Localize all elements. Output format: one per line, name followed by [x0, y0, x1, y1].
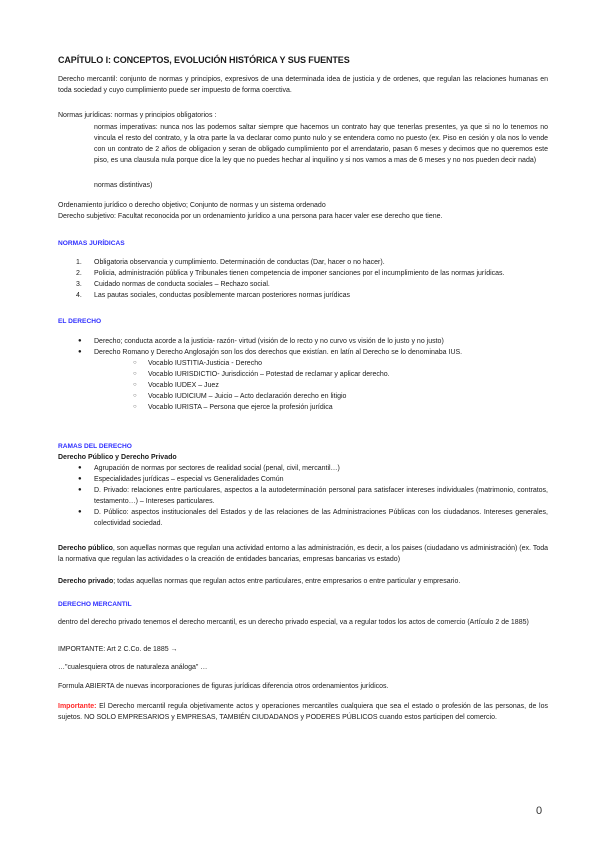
circle-bullet-icon: ○ — [133, 371, 137, 377]
bullet-icon: ● — [78, 338, 82, 344]
list-item: ● D. Privado: relaciones entre particulares, aspectos a la autodeterminación personal para satisfacer intereses individuales (matrimonio, contratos, testamento…) – Intereses particulares. — [78, 487, 548, 505]
mercantil-p3: …"cualesquiera otros de naturaleza análoga" … — [58, 664, 208, 671]
list-item: 2. Policia, administración pública y Tribunales tienen competencia de imponer sanciones por el incumplimiento de las normas jurídicas. — [76, 270, 505, 277]
normas-imperativas: normas imperativas: nunca nos las podemos saltar siempre que hacemos un contrato hay que tenerlas presentes, ya que si no lo tenemos no vincula el resto del contrato, y la otra parte la va declarar como punto nulo y se entendera como no puesto (ex. Piso en cesión y ola nos lo vende con un contrato de 2 años de obligacion y seran de obligado cumplimiento por el arrendatario, pasan 6 meses y decimos que no queremos este piso, es una clausula nula porque dice la ley que no puedes hechar al inquilino y si nos vamos a mas de 6 meses y no nos pueden decir nada) — [94, 124, 548, 164]
bullet-icon: ● — [78, 487, 82, 493]
ramas-list — [58, 463, 548, 529]
list-item: 4. Las pautas sociales, conductas posiblemente marcan posteriores normas jurídicas — [76, 292, 351, 299]
normas-list — [58, 257, 548, 301]
heading-derecho-mercantil: DERECHO MERCANTIL — [58, 601, 132, 608]
mercantil-p4: Formula ABIERTA de nuevas incorporaciones de figuras jurídicas diferencia otros ordenamientos jurídicos. — [58, 683, 389, 690]
subjetivo-text: Derecho subjetivo: Facultat reconocida por un ordenamiento jurídico a una persona para hacer valer ese derecho que tiene. — [58, 213, 443, 220]
circle-bullet-icon: ○ — [133, 393, 137, 399]
mercantil-p2: IMPORTANTE: Art 2 C.Co. de 1885 → — [58, 646, 178, 653]
bullet-icon: ● — [78, 349, 82, 355]
chapter-title: CAPÍTULO I: CONCEPTOS, EVOLUCIÓN HISTÓRICA Y SUS FUENTES — [58, 55, 350, 65]
bullet-icon: ● — [78, 509, 82, 515]
circle-bullet-icon: ○ — [133, 382, 137, 388]
list-item: ● Derecho Romano y Derecho Anglosajón son los dos derechos que existían. en latín al Derecho se lo denominaba IUS. — [78, 349, 463, 356]
intro-paragraph: Derecho mercantil: conjunto de normas y principios, expresivos de una determinada idea de justicia y de ordenes, que regulan las relaciones humanas en toda sociedad y cuyo cumplimiento puede ser impuesto de forma coerctiva. — [58, 76, 548, 94]
normas-distintivas: normas distintivas) — [94, 182, 153, 189]
heading-ramas: RAMAS DEL DERECHO — [58, 443, 132, 450]
heading-el-derecho: EL DERECHO — [58, 318, 102, 325]
normas-lead: Normas jurídicas: normas y principios obligatorios : — [58, 112, 217, 119]
list-item: ● D. Público: aspectos institucionales del Estados y de las relaciones de las Administraciones Públicas con los ciudadanos. Intereses generales, colectividad sociedad. — [78, 509, 548, 527]
derecho-publico-paragraph: Derecho público, son aquellas normas que regulan una actividad entorno a las administración, es decir, a los paises (ciudadano vs administración) (ex. Toda la normativa que regulan las actividades o la creación de entidades bancarias, empresas bancarias vs estado) — [58, 545, 548, 563]
list-item: ○ Vocablo IUSTITIA-Justicia - Derecho — [133, 360, 262, 367]
page-number: 0 — [536, 805, 543, 817]
ordenamiento-text: Ordenamiento jurídico o derecho objetivo; Conjunto de normas y un sistema ordenado — [58, 202, 326, 209]
list-item: ○ Vocablo IUDICIUM – Juicio – Acto declaración derecho en litigio — [133, 393, 347, 400]
list-item: ○ Vocablo IUDEX – Juez — [133, 382, 219, 389]
list-item: ○ Vocablo IURISTA – Persona que ejerce la profesión jurídica — [133, 404, 333, 411]
list-item: 3. Cuidado normas de conducta sociales – Rechazo social. — [76, 281, 270, 288]
importante-paragraph: Importante: El Derecho mercantil regula objetivamente actos y operaciones mercantiles cualquiera que sea el estado o profesión de las personas, de los sujetos. NO SOLO EMPRESARIOS y EMPRESAS, TAMBIÉN CIUDADANOS y PODERES PÚBLICOS cuando estos participen del comercio. — [58, 703, 548, 721]
heading-normas-juridicas: NORMAS JURÍDICAS — [58, 240, 125, 247]
list-item: ○ Vocablo IURISDICTIO- Jurisdicción – Potestad de reclamar y aplicar derecho. — [133, 371, 390, 378]
bullet-icon: ● — [78, 465, 82, 471]
ramas-subheading: Derecho Público y Derecho Privado — [58, 454, 177, 461]
mercantil-p1: dentro del derecho privado tenemos el derecho mercantil, es un derecho privado especial, va a regular todos los actos de comercio (Artículo 2 de 1885) — [58, 619, 529, 626]
circle-bullet-icon: ○ — [133, 404, 137, 410]
list-item: ● Derecho; conducta acorde a la justicia- razón- virtud (visión de lo recto y no curvo vs visión de lo justo y no justo) — [78, 338, 444, 345]
circle-bullet-icon: ○ — [133, 360, 137, 366]
bullet-icon: ● — [78, 476, 82, 482]
list-item: ● Especialidades jurídicas – especial vs Generalidades Común — [78, 476, 284, 483]
derecho-list — [58, 336, 548, 413]
list-item: ● Agrupación de normas por sectores de realidad social (penal, civil, mercantil…) — [78, 465, 340, 472]
derecho-privado-paragraph: Derecho privado; todas aquellas normas que regulan actos entre particulares, entre empresarios o entre particular y empresario. — [58, 578, 461, 585]
list-item: 1. Obligatoria observancia y cumplimiento. Determinación de conductas (Dar, hacer o no hacer). — [76, 259, 385, 266]
